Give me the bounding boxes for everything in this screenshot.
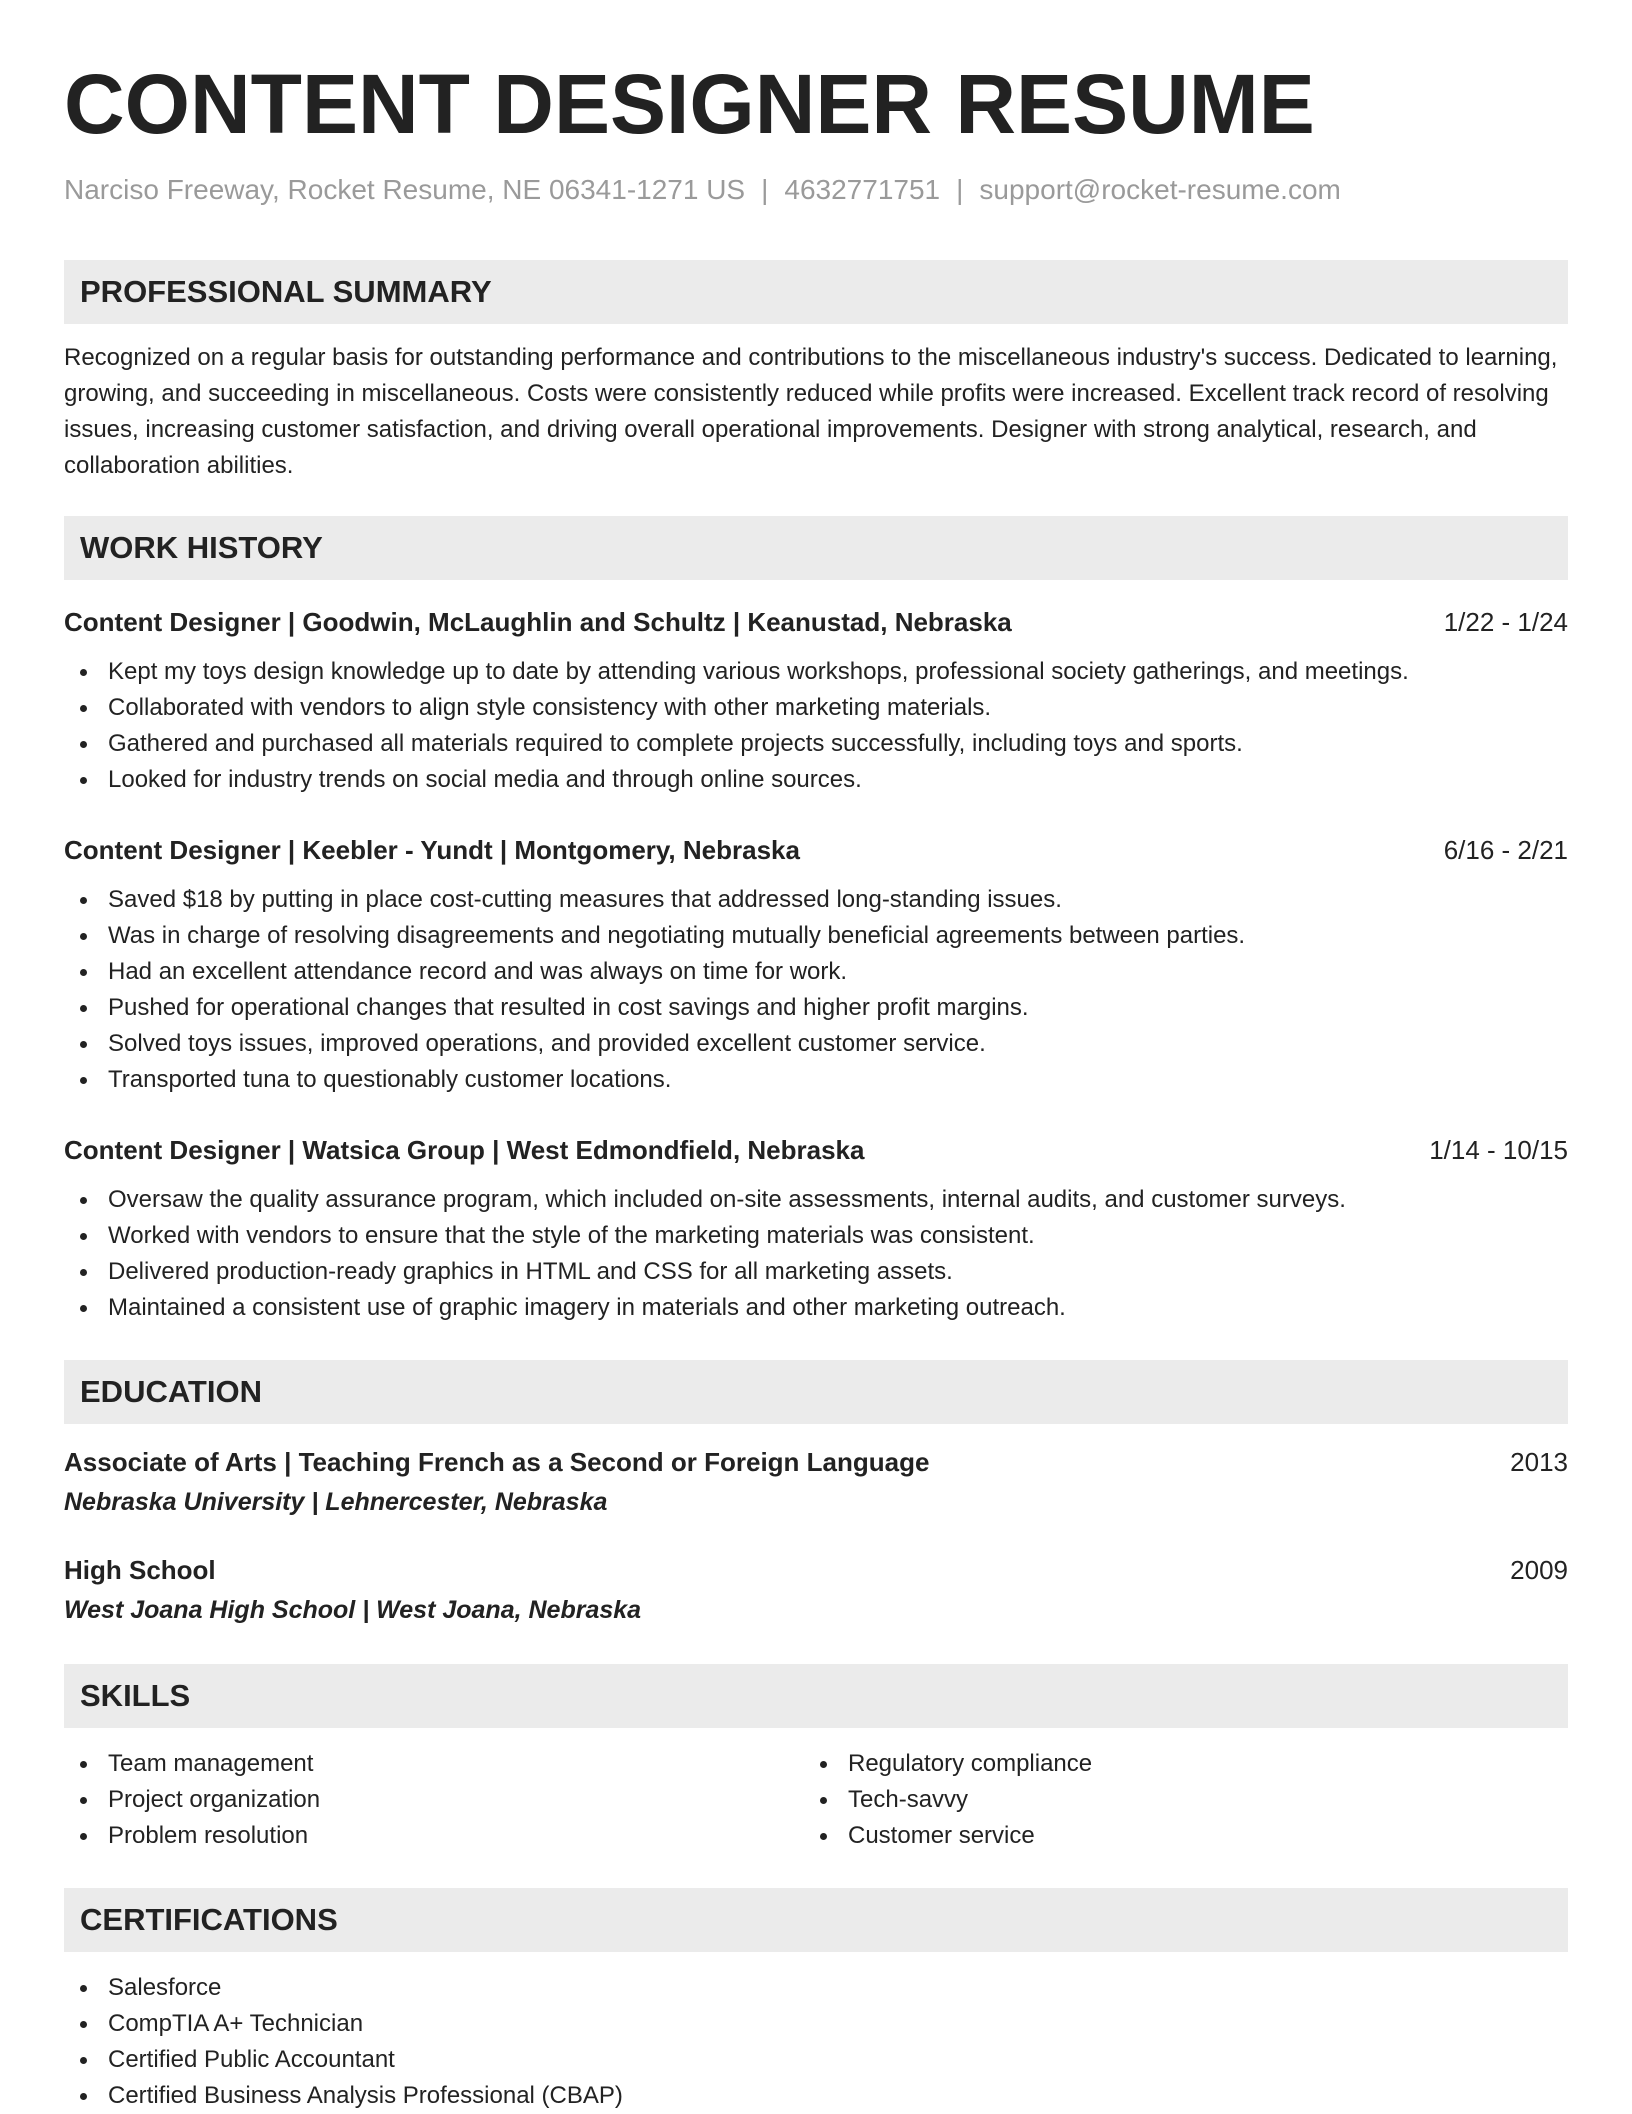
education-school: West Joana High School | West Joana, Nebraska	[64, 1596, 642, 1624]
skills-grid	[64, 1746, 1568, 1854]
skill-item: Regulatory compliance	[804, 1746, 1544, 1782]
job-dates: 1/22 - 1/24	[1443, 607, 1568, 637]
skill-item: Project organization	[64, 1782, 804, 1818]
summary-text: Recognized on a regular basis for outstanding performance and contributions to the miscellaneous industry's success. Dedicated to learning, growing, and succeeding in miscellaneous. Costs were consistently reduced while profits were increased. Excellent track record of resolving issues, increasing customer satisfaction, and driving overall operational improvements. Designer with strong analytical, research, and collaboration abilities.	[64, 344, 1558, 479]
section-header-work-history: WORK HISTORY	[64, 516, 1568, 580]
skill-item: Tech-savvy	[804, 1782, 1544, 1818]
certification-item: CompTIA A+ Technician	[64, 2006, 1568, 2042]
education-entry	[64, 1552, 1568, 1628]
job-bullet: Maintained a consistent use of graphic imagery in materials and other marketing outreach.	[64, 1290, 1568, 1326]
contact-address: Narciso Freeway, Rocket Resume, NE 06341-1271 US	[64, 174, 746, 205]
job-bullet-list	[64, 654, 1568, 798]
section-header-skills: SKILLS	[64, 1664, 1568, 1728]
education-entry	[64, 1444, 1568, 1520]
education-degree: High School	[64, 1555, 216, 1585]
job-bullet: Collaborated with vendors to align style consistency with other marketing materials.	[64, 690, 1568, 726]
job-dates: 1/14 - 10/15	[1429, 1135, 1568, 1165]
job-bullet-list	[64, 1182, 1568, 1326]
job-heading-row	[64, 832, 1568, 868]
job-bullet: Had an excellent attendance record and was always on time for work.	[64, 954, 1568, 990]
resume-title: CONTENT DESIGNER RESUME	[64, 57, 1315, 151]
education-heading-row	[64, 1444, 1568, 1480]
job-bullet: Was in charge of resolving disagreements and negotiating mutually beneficial agreements between parties.	[64, 918, 1568, 954]
job-bullet-list	[64, 882, 1568, 1098]
job-bullet: Transported tuna to questionably customer locations.	[64, 1062, 1568, 1098]
job-heading-row	[64, 604, 1568, 640]
job-bullet: Saved $18 by putting in place cost-cutting measures that addressed long-standing issues.	[64, 882, 1568, 918]
job-entry	[64, 1132, 1568, 1326]
contact-phone: 4632771751	[784, 174, 941, 205]
job-heading-row	[64, 1132, 1568, 1168]
education-degree: Associate of Arts | Teaching French as a Second or Foreign Language	[64, 1447, 930, 1477]
certification-item: Salesforce	[64, 1970, 1568, 2006]
job-bullet: Worked with vendors to ensure that the style of the marketing materials was consistent.	[64, 1218, 1568, 1254]
job-title: Content Designer | Keebler - Yundt | Montgomery, Nebraska	[64, 835, 800, 865]
contact-email: support@rocket-resume.com	[979, 174, 1341, 205]
job-bullet: Pushed for operational changes that resulted in cost savings and higher profit margins.	[64, 990, 1568, 1026]
job-bullet: Oversaw the quality assurance program, which included on-site assessments, internal audits, and customer surveys.	[64, 1182, 1568, 1218]
education-year: 2013	[1510, 1447, 1568, 1477]
certification-item: Certified Public Accountant	[64, 2042, 1568, 2078]
contact-line	[64, 172, 1568, 208]
education-school: Nebraska University | Lehnercester, Nebraska	[64, 1488, 608, 1516]
job-bullet: Solved toys issues, improved operations, and provided excellent customer service.	[64, 1026, 1568, 1062]
certifications-list	[64, 1970, 1568, 2114]
contact-separator: |	[761, 174, 769, 205]
skill-item: Problem resolution	[64, 1818, 804, 1854]
section-header-certifications: CERTIFICATIONS	[64, 1888, 1568, 1952]
certification-item: Certified Business Analysis Professional (CBAP)	[64, 2078, 1568, 2114]
skill-item: Customer service	[804, 1818, 1544, 1854]
skills-list-right	[804, 1746, 1544, 1854]
contact-separator: |	[956, 174, 964, 205]
section-header-summary: PROFESSIONAL SUMMARY	[64, 260, 1568, 324]
job-bullet: Kept my toys design knowledge up to date by attending various workshops, professional society gatherings, and meetings.	[64, 654, 1568, 690]
job-entry	[64, 604, 1568, 798]
job-bullet: Gathered and purchased all materials required to complete projects successfully, including toys and sports.	[64, 726, 1568, 762]
job-bullet: Delivered production-ready graphics in HTML and CSS for all marketing assets.	[64, 1254, 1568, 1290]
job-entry	[64, 832, 1568, 1098]
skills-list-left	[64, 1746, 804, 1854]
education-year: 2009	[1510, 1555, 1568, 1585]
job-bullet: Looked for industry trends on social media and through online sources.	[64, 762, 1568, 798]
job-dates: 6/16 - 2/21	[1443, 835, 1568, 865]
job-title: Content Designer | Watsica Group | West Edmondfield, Nebraska	[64, 1135, 865, 1165]
section-header-education: EDUCATION	[64, 1360, 1568, 1424]
education-heading-row	[64, 1552, 1568, 1588]
skill-item: Team management	[64, 1746, 804, 1782]
job-title: Content Designer | Goodwin, McLaughlin and Schultz | Keanustad, Nebraska	[64, 607, 1012, 637]
